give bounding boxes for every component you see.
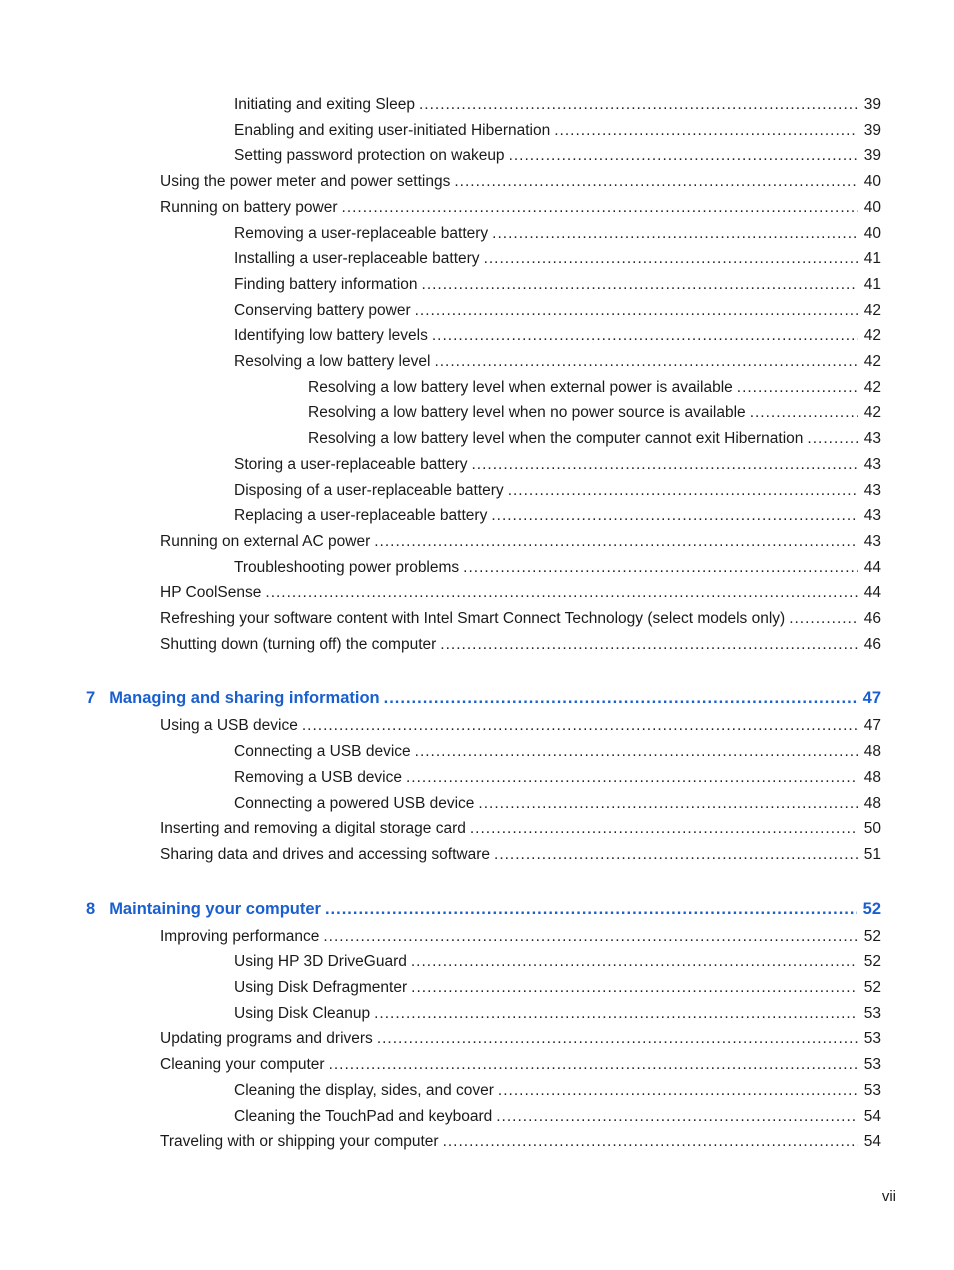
dot-leader (415, 743, 858, 761)
toc-page-number: 47 (863, 717, 881, 735)
toc-entry-title: Updating programs and drivers (160, 1030, 373, 1048)
toc-entry[interactable] (234, 147, 881, 165)
dot-leader (498, 1082, 858, 1100)
dot-leader (470, 820, 858, 838)
toc-page-number: 42 (863, 404, 881, 422)
toc-page-number: 53 (863, 1004, 881, 1022)
toc-entry[interactable] (160, 846, 881, 864)
chapter-title: Maintaining your computer (109, 899, 321, 918)
toc-page-number: 39 (863, 96, 881, 113)
toc-page-number: 54 (863, 1107, 881, 1125)
toc-entry-title: Cleaning the display, sides, and cover (234, 1081, 494, 1099)
toc-page-number: 41 (863, 250, 881, 268)
toc-page-number: 40 (863, 173, 881, 191)
toc-entry[interactable] (160, 610, 881, 628)
chapter-title: Managing and sharing information (109, 689, 380, 708)
toc-page-number: 42 (863, 378, 881, 396)
toc-entry-title: Using Disk Defragmenter (234, 979, 408, 996)
toc-entry[interactable] (234, 979, 881, 997)
toc-page-number: 40 (863, 198, 881, 216)
dot-leader (454, 173, 857, 191)
toc-entry-title: Resolving a low battery level (234, 353, 431, 370)
toc-entry-title: Running on battery power (160, 198, 338, 216)
toc-entry[interactable] (234, 795, 881, 813)
toc-entry-title: Inserting and removing a digital storage card (160, 820, 466, 838)
toc-entry[interactable] (234, 953, 881, 971)
toc-entry[interactable] (160, 1133, 881, 1151)
dot-leader (443, 1133, 858, 1151)
toc-entry-title: Improving performance (160, 927, 320, 945)
dot-leader (329, 1056, 858, 1074)
toc-entry-title: Using a USB device (160, 717, 298, 735)
toc-entry[interactable] (234, 1108, 881, 1126)
toc-entry-title: Sharing data and drives and accessing software (160, 845, 491, 863)
page-number: vii (881, 1188, 896, 1205)
dot-leader (737, 379, 858, 397)
toc-entry-title: Running on external AC power (160, 532, 371, 550)
toc-entry-title: Refreshing your software content with Intel Smart Connect Technology (select models only) (160, 610, 786, 627)
toc-entry-title: Disposing of a user-replaceable battery (234, 481, 504, 499)
dot-leader (325, 900, 857, 919)
toc-entry-title: Finding battery information (234, 275, 418, 293)
dot-leader (374, 1005, 858, 1023)
toc-entry[interactable] (160, 173, 881, 191)
toc-page-number: 53 (863, 1030, 881, 1048)
dot-leader (478, 795, 857, 813)
toc-entry[interactable] (234, 559, 881, 577)
toc-entry-title: Using the power meter and power settings (160, 173, 451, 191)
dot-leader (434, 353, 857, 371)
toc-page-number: 46 (863, 635, 881, 653)
toc-entry-title: Cleaning your computer (160, 1056, 325, 1074)
toc-page-number: 43 (863, 532, 881, 550)
dot-leader (422, 276, 858, 294)
dot-leader (419, 96, 858, 114)
toc-entry-title: Resolving a low battery level when external power is available (308, 378, 733, 396)
toc-page-number: 42 (863, 301, 881, 319)
toc-page-number: 54 (863, 1133, 881, 1151)
toc-entry[interactable] (234, 96, 881, 114)
toc-entry-title: Resolving a low battery level when the computer cannot exit Hibernation (308, 430, 804, 448)
dot-leader (492, 225, 858, 243)
toc-entry-title: HP CoolSense (160, 584, 262, 602)
toc-page-number: 47 (862, 689, 881, 708)
toc-entry[interactable] (234, 122, 881, 140)
toc-entry[interactable] (160, 820, 881, 838)
toc-entry-title: Traveling with or shipping your computer (160, 1133, 439, 1151)
toc-entry-title: Initiating and exiting Sleep (234, 96, 415, 113)
toc-entry-title: Replacing a user-replaceable battery (234, 507, 488, 525)
toc-entry[interactable] (234, 1082, 881, 1100)
toc-entry[interactable] (234, 1005, 881, 1023)
toc-entry[interactable] (234, 507, 881, 525)
toc-page-number: 52 (862, 899, 881, 918)
dot-leader (554, 122, 858, 140)
toc-page-number: 52 (863, 979, 881, 996)
dot-leader (384, 689, 857, 708)
dot-leader (496, 1108, 858, 1126)
toc-entry[interactable] (308, 430, 881, 448)
toc-entry-title: Resolving a low battery level when no power source is available (308, 404, 746, 422)
toc-entry[interactable] (234, 353, 881, 371)
toc-page-number: 43 (863, 430, 881, 448)
dot-leader (807, 430, 857, 448)
toc-entry-title: Setting password protection on wakeup (234, 147, 505, 165)
toc-entry[interactable] (160, 636, 881, 654)
toc-entry[interactable] (234, 456, 881, 474)
toc-page-number: 41 (863, 275, 881, 293)
toc-entry-title: Shutting down (turning off) the computer (160, 635, 437, 653)
dot-leader (323, 928, 857, 946)
toc-page-number: 51 (863, 845, 881, 863)
toc-entry[interactable] (234, 302, 881, 320)
toc-entry[interactable] (234, 482, 881, 500)
toc-entry[interactable] (308, 379, 881, 397)
dot-leader (750, 404, 858, 422)
toc-page-number: 43 (863, 481, 881, 499)
toc-page-number: 53 (863, 1056, 881, 1074)
dot-leader (377, 1030, 858, 1048)
dot-leader (508, 482, 858, 500)
toc-entry-title: Using HP 3D DriveGuard (234, 953, 407, 971)
toc-entry[interactable] (160, 533, 881, 551)
toc-page-number: 39 (863, 147, 881, 165)
dot-leader (302, 717, 858, 735)
dot-leader (509, 147, 858, 165)
toc-page-number: 52 (863, 927, 881, 945)
toc-entry[interactable] (160, 1056, 881, 1074)
toc-page-number: 50 (863, 820, 881, 838)
toc-entry-title: Connecting a powered USB device (234, 794, 475, 812)
toc-page-number: 46 (863, 610, 881, 627)
toc-entry[interactable] (308, 404, 881, 422)
toc-entry[interactable] (234, 327, 881, 345)
dot-leader (789, 610, 858, 628)
dot-leader (494, 846, 858, 864)
toc-entry-title: Removing a user-replaceable battery (234, 224, 489, 242)
toc-page-number: 44 (863, 558, 881, 576)
toc-entry[interactable] (160, 928, 881, 946)
toc-entry-title: Enabling and exiting user-initiated Hibernation (234, 121, 551, 139)
toc-entry[interactable] (160, 584, 881, 602)
toc-chapter-entry[interactable] (86, 900, 881, 919)
dot-leader (374, 533, 858, 551)
toc-page-number: 52 (863, 953, 881, 971)
toc-entry-title: Storing a user-replaceable battery (234, 455, 468, 473)
toc-page-number: 40 (863, 224, 881, 242)
dot-leader (463, 559, 858, 577)
toc-entry[interactable] (234, 769, 881, 787)
dot-leader (415, 302, 858, 320)
dot-leader (411, 979, 858, 997)
toc-page-number: 48 (863, 768, 881, 786)
toc-entry[interactable] (234, 225, 881, 243)
toc-page-number: 53 (863, 1081, 881, 1099)
toc-entry[interactable] (234, 743, 881, 761)
chapter-number: 7 (86, 689, 96, 708)
dot-leader (440, 636, 857, 654)
dot-leader (484, 250, 858, 268)
dot-leader (265, 584, 857, 602)
toc-entry-title: Removing a USB device (234, 768, 402, 786)
toc-page-number: 42 (863, 353, 881, 370)
toc-page-number: 43 (863, 507, 881, 525)
toc-entry-title: Conserving battery power (234, 301, 411, 319)
toc-entry[interactable] (160, 199, 881, 217)
toc-entry-title: Troubleshooting power problems (234, 558, 460, 576)
toc-page-number: 43 (863, 455, 881, 473)
toc-entry-title: Connecting a USB device (234, 743, 411, 761)
toc-entry-title: Installing a user-replaceable battery (234, 250, 480, 268)
toc-entry[interactable] (234, 250, 881, 268)
toc-page-number: 39 (863, 121, 881, 139)
toc-entry[interactable] (234, 276, 881, 294)
toc-page-number: 42 (863, 327, 881, 345)
toc-entry-title: Using Disk Cleanup (234, 1004, 371, 1022)
dot-leader (411, 953, 858, 971)
dot-leader (432, 327, 858, 345)
toc-chapter-entry[interactable] (86, 689, 881, 708)
toc-entry[interactable] (160, 717, 881, 735)
toc-entry-title: Identifying low battery levels (234, 327, 428, 345)
toc-page-number: 48 (863, 794, 881, 812)
dot-leader (491, 507, 857, 525)
toc-page-number: 44 (863, 584, 881, 602)
toc-entry-title (86, 689, 384, 708)
dot-leader (342, 199, 858, 217)
toc-page-number: 48 (863, 743, 881, 761)
toc-entry-title (86, 900, 325, 919)
dot-leader (472, 456, 858, 474)
chapter-number: 8 (86, 899, 96, 918)
toc-entry[interactable] (160, 1030, 881, 1048)
toc-entry-title: Cleaning the TouchPad and keyboard (234, 1107, 493, 1125)
dot-leader (406, 769, 858, 787)
